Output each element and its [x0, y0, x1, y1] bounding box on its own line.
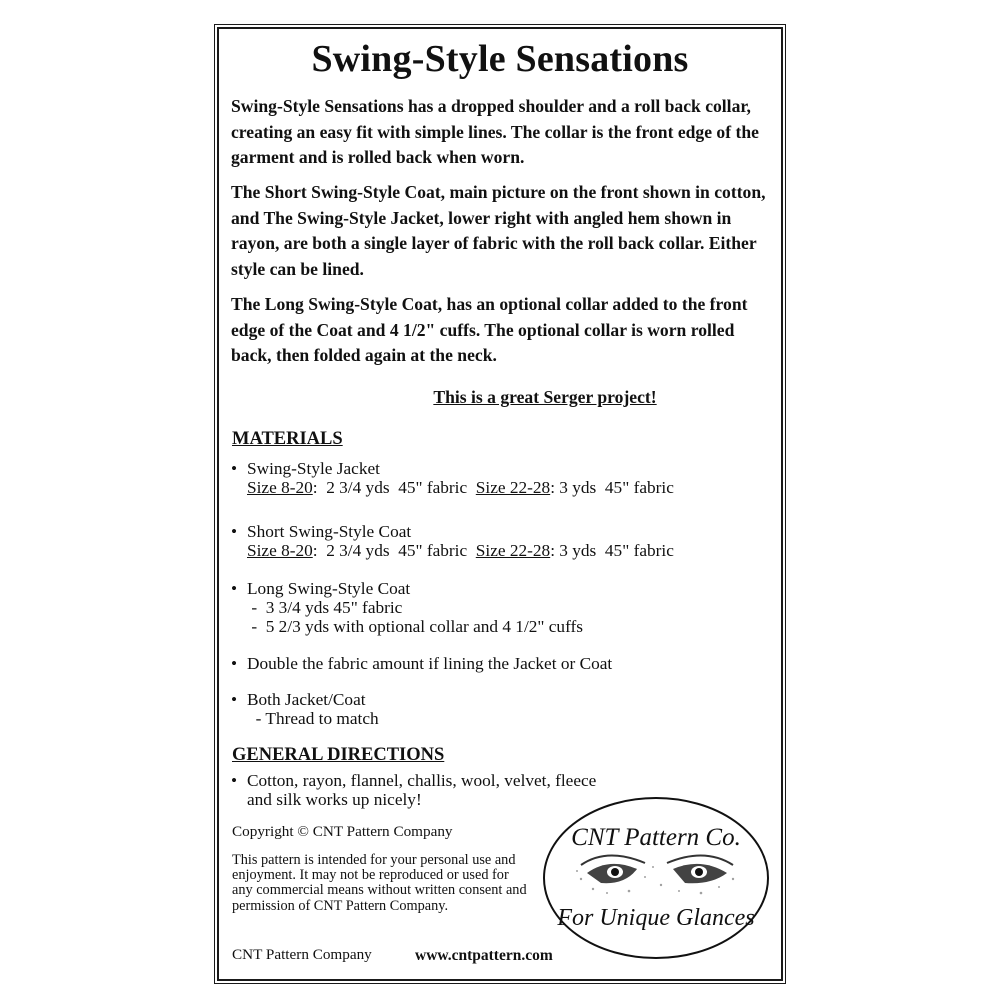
logo-bottom-text: For Unique Glances: [557, 905, 755, 931]
logo-top-text: CNT Pattern Co.: [571, 824, 741, 851]
bullet: •: [231, 690, 238, 709]
bullet: •: [231, 579, 238, 598]
general-directions-heading: GENERAL DIRECTIONS: [232, 745, 445, 765]
intro-paragraph: Swing-Style Sensations has a dropped shoulder and a roll back collar, creating an easy fit with simple lines. The collar is the front edge of the garment and is rolled back when worn.: [231, 96, 759, 167]
usage-notice: This pattern is intended for your personal use and enjoyment. It may not be reproduced or used for any commercial means without written consent and permission of CNT Pattern Company.: [232, 852, 527, 914]
jacket-name: Swing-Style Jacket: [247, 459, 380, 478]
bullet: •: [231, 654, 238, 673]
short-coat-name: Short Swing-Style Coat: [247, 522, 412, 541]
jacket-size-a-label: Size 8-20: [247, 478, 313, 497]
jacket-size-b-label: Size 22-28: [475, 478, 551, 497]
materials-both: [231, 690, 776, 728]
company-logo: [541, 795, 771, 961]
website-link[interactable]: www.cntpattern.com: [415, 947, 553, 964]
jacket-size-a-amount: : 2 3/4 yds 45" fabric: [312, 478, 476, 497]
materials-jacket: [231, 459, 776, 497]
long-coat-name: Long Swing-Style Coat: [247, 579, 411, 598]
serger-note: This is a great Serger project!: [433, 387, 657, 407]
jacket-size-b-amount: : 3 yds 45" fabric: [550, 478, 674, 497]
general-line-2: and silk works up nicely!: [247, 790, 422, 809]
long-coat-line-1: - 3 3/4 yds 45" fabric: [247, 598, 403, 617]
bullet: •: [231, 771, 238, 790]
pattern-card: [217, 27, 783, 981]
short-coat-size-a-amount: : 2 3/4 yds 45" fabric: [312, 541, 476, 560]
materials-long-coat: [231, 579, 776, 636]
double-note-text: Double the fabric amount if lining the Jacket or Coat: [247, 654, 613, 673]
materials-short-coat: [231, 522, 776, 560]
short-coat-size-b-label: Size 22-28: [475, 541, 551, 560]
materials-double-note: [231, 654, 776, 673]
short-coat-size-b-amount: : 3 yds 45" fabric: [550, 541, 674, 560]
bullet: •: [231, 522, 238, 541]
general-line-1: Cotton, rayon, flannel, challis, wool, velvet, fleece: [247, 771, 597, 790]
bullet: •: [231, 459, 238, 478]
materials-heading: MATERIALS: [232, 429, 343, 449]
short-coat-size-a-label: Size 8-20: [247, 541, 313, 560]
page-title: Swing-Style Sensations: [311, 38, 689, 80]
footer-company: CNT Pattern Company: [232, 946, 372, 963]
both-line-1: - Thread to match: [247, 709, 379, 728]
eyes-icon: [576, 855, 734, 894]
short-coat-paragraph: The Short Swing-Style Coat, main picture on the front shown in cotton, and The Swing-Style Jacket, lower right with angled hem shown in rayon, are both a single layer of fabric with the roll back collar. Either style can be lined.: [231, 182, 766, 279]
both-name: Both Jacket/Coat: [247, 690, 366, 709]
long-coat-paragraph: The Long Swing-Style Coat, has an optional collar added to the front edge of the Coat and 4 1/2" cuffs. The optional collar is worn rolled back, then folded again at the neck.: [231, 294, 748, 365]
copyright: Copyright © CNT Pattern Company: [232, 823, 453, 840]
long-coat-line-2: - 5 2/3 yds with optional collar and 4 1/2" cuffs: [247, 617, 583, 636]
